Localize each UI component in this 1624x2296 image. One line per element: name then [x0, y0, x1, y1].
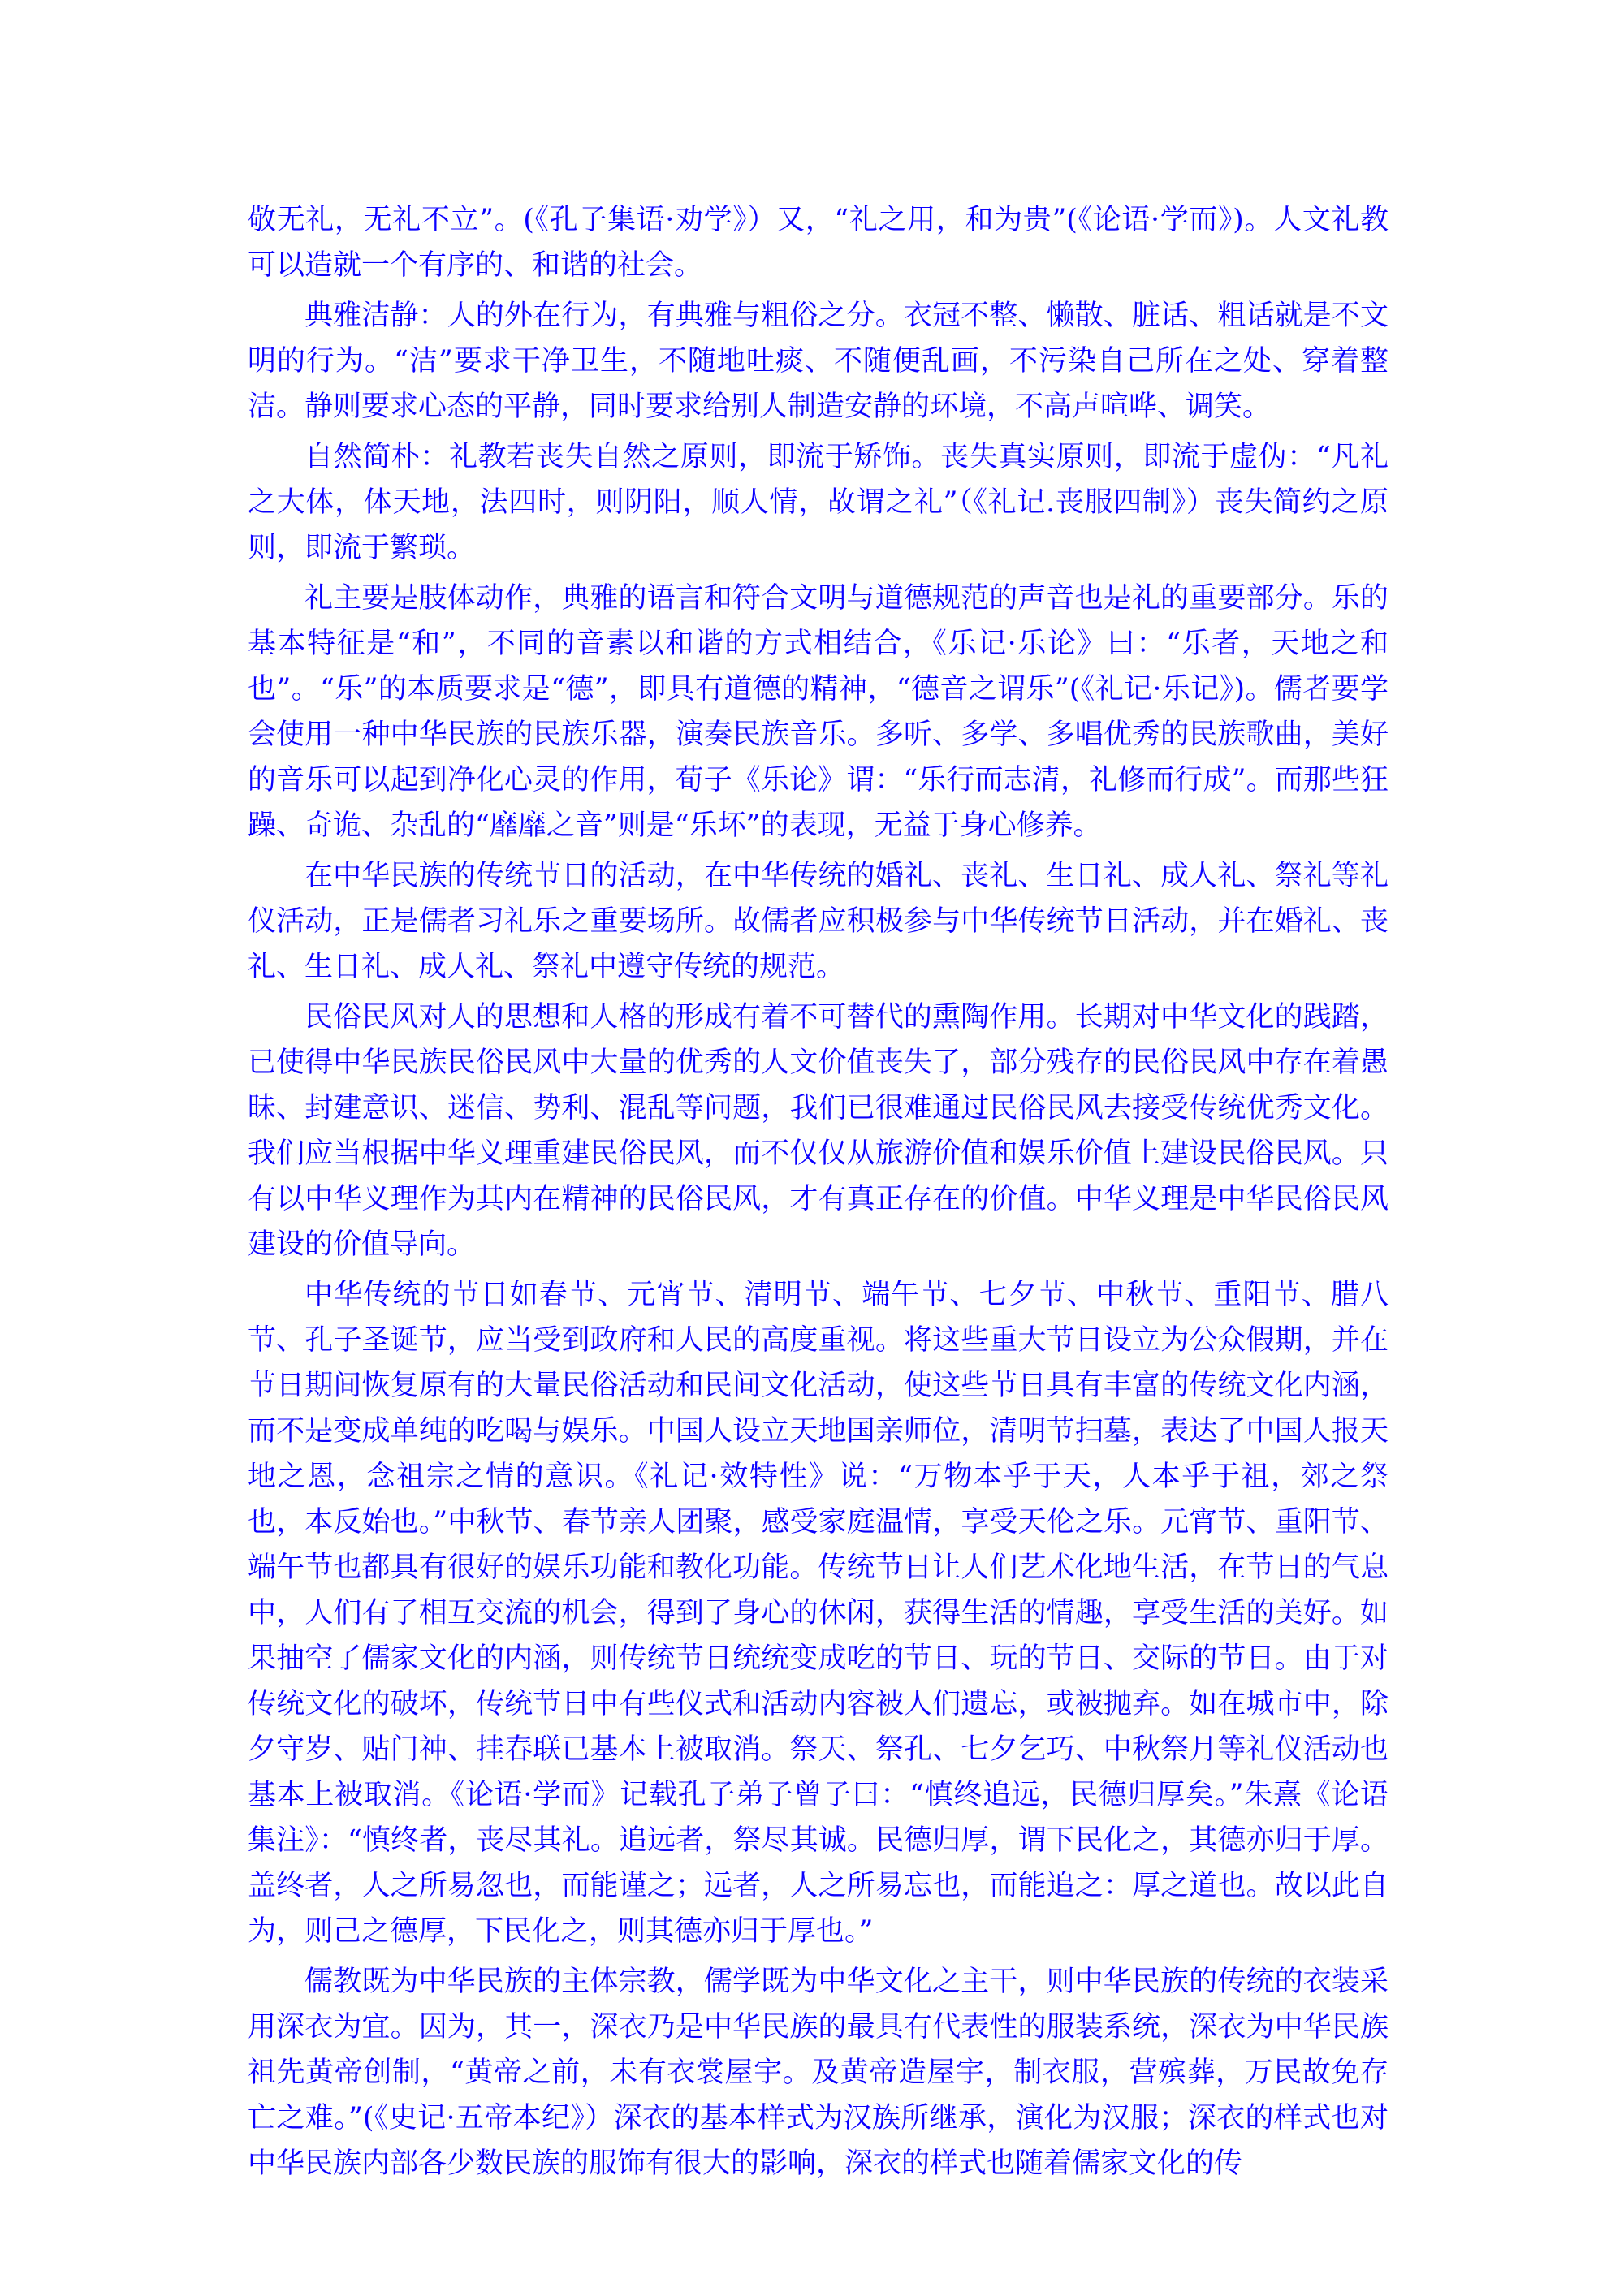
paragraph-minsu-minfeng: 民俗民风对人的思想和人格的形成有着不可替代的熏陶作用。长期对中华文化的践踏，已使得中华民族民俗民风中大量的优秀的人文价值丧失了，部分残存的民俗民风中存在着愚昧、封建意识、迷信、势利、混乱等问题，我们已很难通过民俗民风去接受传统优秀文化。我们应当根据中华义理重建民俗民风，而不仅仅从旅游价值和娱乐价值上建设民俗民风。只有以中华义理作为其内在精神的民俗民风，才有真正存在的价值。中华义理是中华民俗民风建设的价值导向。 — [248, 1001, 1389, 1261]
paragraph-renwen-lijiao: 敬无礼，无礼不立”。(《孔子集语·劝学》）又，“礼之用，和为贵”(《论语·学而》)。人文礼教可以造就一个有序的、和谐的社会。 — [248, 204, 1389, 282]
paragraph-dianya-jiejing: 典雅洁静：人的外在行为，有典雅与粗俗之分。衣冠不整、懒散、脏话、粗话就是不文明的行为。“洁”要求干净卫生，不随地吐痰、不随便乱画，不污染自己所在之处、穿着整洁。静则要求心态的平静，同时要求给别人制造安静的环境，不高声喧哗、调笑。 — [248, 300, 1389, 423]
paragraph-chuantong-jieri-huodong: 在中华民族的传统节日的活动，在中华传统的婚礼、丧礼、生日礼、成人礼、祭礼等礼仪活动，正是儒者习礼乐之重要场所。故儒者应积极参与中华传统节日活动，并在婚礼、丧礼、生日礼、成人礼、祭礼中遵守传统的规范。 — [248, 860, 1389, 983]
paragraph-chuantong-jieri: 中华传统的节日如春节、元宵节、清明节、端午节、七夕节、中秋节、重阳节、腊八节、孔子圣诞节，应当受到政府和人民的高度重视。将这些重大节日设立为公众假期，并在节日期间恢复原有的大量民俗活动和民间文化活动，使这些节日具有丰富的传统文化内涵，而不是变成单纯的吃喝与娱乐。中国人设立天地国亲师位，清明节扫墓，表达了中国人报天地之恩，念祖宗之情的意识。《礼记·效特性》说：“万物本乎于天，人本乎于祖，郊之祭也，本反始也。”中秋节、春节亲人团聚，感受家庭温情，享受天伦之乐。元宵节、重阳节、端午节也都具有很好的娱乐功能和教化功能。传统节日让人们艺术化地生活，在节日的气息中，人们有了相互交流的机会，得到了身心的休闲，获得生活的情趣，享受生活的美好。如果抽空了儒家文化的内涵，则传统节日统统变成吃的节日、玩的节日、交际的节日。由于对传统文化的破坏，传统节日中有些仪式和活动内容被人们遗忘，或被抛弃。如在城市中，除夕守岁、贴门神、挂春联已基本上被取消。祭天、祭孔、七夕乞巧、中秋祭月等礼仪活动也基本上被取消。《论语·学而》记载孔子弟子曾子曰：“慎终追远，民德归厚矣。”朱熹《论语集注》：“慎终者，丧尽其礼。追远者，祭尽其诚。民德归厚，谓下民化之，其德亦归于厚。盖终者，人之所易忽也，而能谨之；远者，人之所易忘也，而能追之：厚之道也。故以此自为，则己之德厚，下民化之，则其德亦归于厚也。” — [248, 1279, 1389, 1948]
document-page — [248, 197, 1389, 2186]
paragraph-li-yu-yue: 礼主要是肢体动作，典雅的语言和符合文明与道德规范的声音也是礼的重要部分。乐的基本特征是“和”，不同的音素以和谐的方式相结合，《乐记·乐论》曰：“乐者，天地之和也”。“乐”的本质要求是“德”，即具有道德的精神，“德音之谓乐”(《礼记·乐记》)。儒者要学会使用一种中华民族的民族乐器，演奏民族音乐。多听、多学、多唱优秀的民族歌曲，美好的音乐可以起到净化心灵的作用，荀子《乐论》谓：“乐行而志清，礼修而行成”。而那些狂躁、奇诡、杂乱的“靡靡之音”则是“乐坏”的表现，无益于身心修养。 — [248, 582, 1389, 842]
paragraph-shenyi: 儒教既为中华民族的主体宗教，儒学既为中华文化之主干，则中华民族的传统的衣装采用深衣为宜。因为，其一，深衣乃是中华民族的最具有代表性的服装系统，深衣为中华民族祖先黄帝创制，“黄帝之前，未有衣裳屋宇。及黄帝造屋宇，制衣服，营殡葬，万民故免存亡之难。”(《史记·五帝本纪》）深衣的基本样式为汉族所继承，演化为汉服；深衣的样式也对中华民族内部各少数民族的服饰有很大的影响，深衣的样式也随着儒家文化的传 — [248, 1966, 1389, 2180]
paragraph-ziran-jianpu: 自然简朴：礼教若丧失自然之原则，即流于矫饰。丧失真实原则，即流于虚伪：“凡礼之大体，体天地，法四时，则阴阳，顺人情，故谓之礼”（《礼记.丧服四制》）丧失简约之原则，即流于繁琐。 — [248, 441, 1389, 564]
